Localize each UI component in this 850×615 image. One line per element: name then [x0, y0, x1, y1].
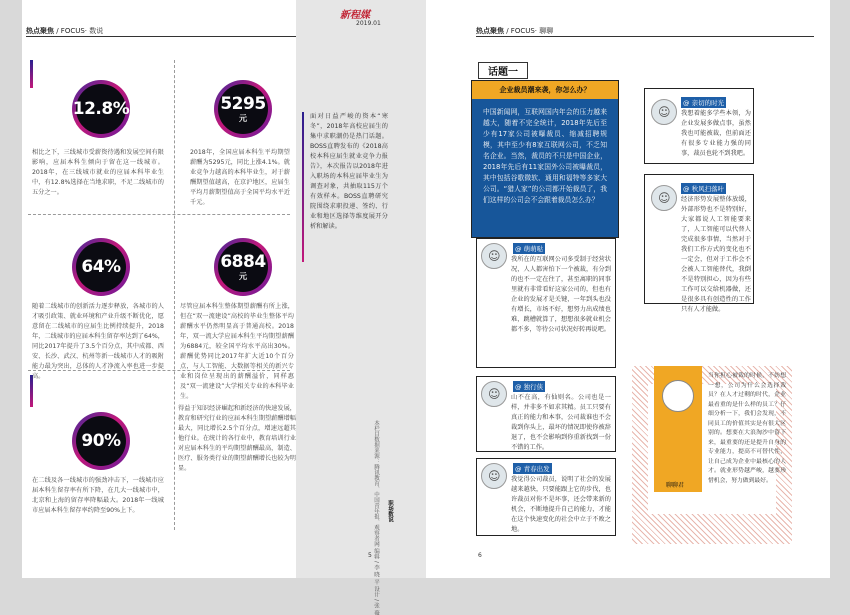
intro-accent-bar: [302, 112, 304, 262]
comment-text: 经济形势发展整体放缓，外部形势也不是特别好，大家都说人工智能要来了，人工智能可以代替人完成很多事情，当然对于我们工作方式的变化也不一定会，但对于工作会不会被人工智能替代，我倒不是特别担心，因为有些工作可以交给机器做，还是很多具有创造性的工作只有人才能做。: [681, 196, 751, 313]
comment-text: 我觉得公司裁员，说明了社会的发展越来越快，只要能跟上它的步伐，也许裁员对你不是坏事，还会带来新的机会，不断地提升自己的能力，才能在这个快速变化的社会中立于不败之地。: [511, 476, 611, 533]
section-title: 热点聚焦: [476, 27, 504, 35]
stat-value: 90%: [81, 430, 121, 451]
person-icon: ☺: [488, 469, 501, 483]
comment-text: 山不在高，有仙则名。公司也是一样，并非多不如求其精。员工只要有真正的能力和本事，公司裁谁也不会裁到你头上，最坏的情况即使你被辞退了，也不会影响到你重新找到一份不错的工作。: [511, 394, 611, 451]
stat-circle-4: [214, 238, 272, 296]
stat-text-4: 尽管应届本科生整体期望薪酬有所上涨，但在“双一流建设”高校的毕业生整体平均薪酬水平仍然明显高于普通高校。2018年，双一流大学应届本科生平均期望薪酬为6884元，较全国平均水平高出30%。薪酬优势同比2017年扩大近10个百分点，与人工智能、大数据等相关的新兴专业和岗位呈现出的薪酬溢价，同样惠及“双一流建设”大学相关专业的本科毕业生。: [180, 303, 294, 400]
stat-text-6: 得益于知识经济崛起和新经济的快速发展，教育和研究行业的应届本科生期望薪酬增幅最大，同比增长2.5个百分点，增速远超其他行业。在统计的各行业中，教育培训行业对应届本科生的平均期望薪酬最高，制造、医疗、服务类行业的期望薪酬增长也较为明显。: [178, 405, 296, 472]
comment-card-4: [476, 376, 616, 452]
avatar: [651, 185, 677, 211]
right-page: [426, 0, 830, 578]
intro-text: 面对日益严峻的资本“寒冬”，2018年高校应届生的集中求职潮仍是热门话题。BOSS直聘发布的《2018高校本科应届生就业竞争力报告》，本次报告以2018年进入职场的本科应届毕业生为调查对象，共抽取115万个有效样本。BOSS直聘研究院围绕求职投递、签约、行业和地区选择等维度展开分析和解读。: [310, 113, 388, 230]
commenter-name: @ 亲切的时光: [683, 99, 725, 107]
avatar: [481, 463, 507, 489]
person-icon: ☺: [488, 249, 501, 263]
stat-value: 6884: [220, 251, 266, 272]
section-title: 热点聚焦: [26, 27, 54, 35]
stat-value: 64%: [81, 256, 121, 277]
commenter-name: @ 青春出发: [515, 465, 550, 473]
topic-label: 话题一: [478, 62, 528, 79]
commenter-name: @ 独行侠: [515, 383, 544, 391]
stat-value: 5295: [220, 93, 266, 114]
comment-card-3: [644, 174, 754, 313]
row-divider-1: [28, 214, 290, 215]
page-number: 5: [368, 552, 372, 559]
person-icon: ☺: [658, 105, 671, 119]
comment-card-1: [476, 238, 616, 368]
header-rule: [476, 36, 814, 37]
issue-date: 2019.01: [356, 20, 381, 27]
stat-unit: 元: [239, 271, 247, 281]
section-subtitle: / FOCUS· 数说: [54, 27, 104, 35]
person-icon: ☺: [658, 191, 671, 205]
featured-avatar: [662, 380, 694, 412]
stat-circle-3: [72, 238, 130, 296]
avatar: [651, 99, 677, 125]
featured-name: 聊聊君: [666, 482, 685, 489]
page-number: 6: [478, 552, 482, 559]
question-box: [471, 80, 619, 238]
column-divider: [174, 60, 175, 530]
magazine-logo: 新程媒: [340, 10, 370, 21]
featured-text: 当你担心被裁的时候，不妨想一想，公司为什么会选择裁员？在人才过剩的时代，企业最看重的是什么样的员工？仔细分析一下，我们会发现，不同员工的价值其实是有很大区别的。想要在大浪淘沙中留下来，最重要的还是提升自身的专业能力，提高不可替代性，让自己成为企业中最核心的人才。就业形势越严峻，越要珍惜机会，努力做到最好。: [708, 373, 786, 484]
header-rule: [26, 36, 296, 37]
comment-card-5: [476, 458, 616, 536]
comment-card-2: [644, 88, 754, 164]
vertical-credit: 本栏目数据来源：腾讯教育、中国青年报、观察者网 编辑 / 李 晓 平 设计 / 张 薇: [373, 420, 379, 615]
avatar: [481, 381, 507, 407]
accent-bar-1: [30, 60, 33, 88]
question-body: 中国新闻网，互联网国内年会的压力越来越大，随着不完全统计，2018年先后至少有17家公司被曝裁员、缩减招聘规模，其中至少有8家互联网公司，不乏知名企业。当然，裁员的不只是中国企业，2018年先后有11家国外公司被曝裁员，其中包括谷歌微软、通用和福特等多家大公司。“猎人家”的公司都开始裁员了，我们这样的公司会不会跟着裁员怎么办？: [483, 108, 607, 204]
commenter-name: @ 萌萌哒: [515, 245, 544, 253]
stat-circle-5: [72, 412, 130, 470]
stat-value: 12.8%: [72, 98, 130, 119]
left-header: [26, 26, 103, 36]
stat-text-3: 随着二线城市的创新活力逐步释放，各城市的人才吸引政策、就业环境和产业升级不断优化，愿意留在二线城市的应届生比例持续提升，2018年，二线城市的应届本科生留存率达到了64%，同比2017年提升了3.5个百分点，其中成都、西安、长沙、武汉、杭州等新一线城市人才的吸附能力最为突出，总体的人才净流入率也进一步提高。: [32, 303, 164, 380]
right-header: [476, 26, 553, 36]
commenter-name: @ 秋风扫落叶: [683, 185, 725, 193]
stat-circle-2: [214, 80, 272, 138]
vertical-mark: 职场数说: [387, 500, 393, 522]
stat-text-5: 在二线及各一线城市的强劲冲击下，一线城市应届本科生留存率有所下降，在几大一线城市中，北京和上海的留存率降幅最大。2018年一线城市应届本科生留存率约降至90%上下。: [32, 477, 164, 514]
stat-circle-1: [72, 80, 130, 138]
avatar: [481, 243, 507, 269]
person-icon: ☺: [488, 387, 501, 401]
comment-text: 我想着能多学些本领，为企业发展多做点事，虽然我也可能被裁，但前面还有很多专业能力强的同事，裁员也轮不到我吧。: [681, 110, 751, 157]
section-subtitle: / FOCUS· 聊聊: [504, 27, 554, 35]
left-page: [22, 0, 426, 615]
stat-text-1: 相比之下，三线城市受薪资待遇和发展空间有限影响，应届本科生倾向于留在这一线城市。2018年，在三线城市就业的应届本科毕业生中，有12.8%选择在当地求职，不足二线城市的五分之一。: [32, 149, 164, 196]
stat-unit: 元: [239, 113, 247, 123]
stat-text-2: 2018年，全国应届本科生平均期望薪酬为5295元，同比上涨4.1%。就业竞争力越高的本科毕业生，对于薪酬期望值越高，在京沪地区，应届生平均月薪期望值高于全国平均水平近千元。: [190, 149, 290, 206]
intro-column: [296, 0, 426, 615]
comment-text: 我所在的互联网公司多受制于经营状况，人人都害怕下一个被裁，有分到的也不一定在往了，甚至离职的同事里就有非常看好这家公司的，但也有企业的发展才是关键，一年到头也没有增长，市场不好，想努力出成绩也难，跳槽就算了，想想很多就业机会都不多，等待公司状况好转再说吧。: [511, 256, 611, 333]
question-title: 企业裁员潮来袭，你怎么办？: [472, 81, 618, 99]
